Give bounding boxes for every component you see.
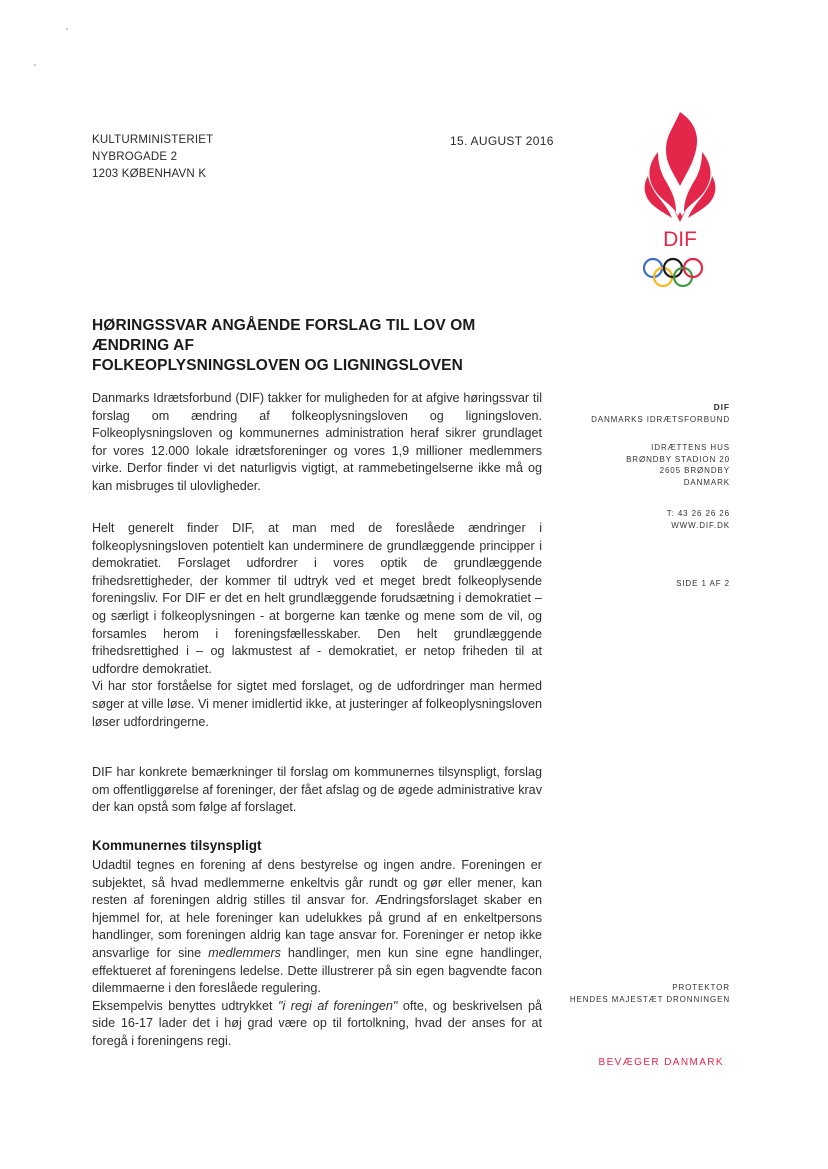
- address-line: BRØNDBY STADION 20: [626, 454, 730, 464]
- website-link[interactable]: WWW.DIF.DK: [671, 520, 730, 530]
- title-line: FOLKEOPLYSNINGSLOVEN OG LIGNINGSLOVEN: [92, 357, 463, 374]
- footer-slogan: BEVÆGER DANMARK: [598, 1057, 724, 1068]
- olympic-rings-icon: [644, 259, 702, 286]
- paragraph-intro: [92, 390, 542, 496]
- org-short: DIF: [713, 402, 730, 412]
- paragraph-text: Eksempelvis benyttes udtrykket "i regi af foreningen" ofte, og beskrivelsen på side 16-17 lader det i høj grad være op til fortolkning, hvad der anses for at foregå i foreningens regi.: [92, 998, 542, 1048]
- protector-label: PROTEKTOR: [672, 983, 730, 992]
- scan-speck: [66, 28, 68, 30]
- title-line: HØRINGSSVAR ANGÅENDE FORSLAG TIL LOV OM ÆNDRING AF: [92, 317, 476, 354]
- paragraph-text: Danmarks Idrætsforbund (DIF) takker for muligheden for at afgive høringssvar til forslag om ændring af folkeoplysningsloven og ligningsloven. Folkeoplysningsloven og kommunernes administration heraf sikrer grundlaget for vores 12.000 lokale idrætsforeninger og vores 1,9 millioner medlemmers virke. Derfor finder vi det naturligvis vigtigt, at rammebetingelserne ikke må og kan misbruges til ulovligheder.: [92, 391, 542, 493]
- address-line: 2605 BRØNDBY: [659, 466, 730, 475]
- recipient-line: 1203 KØBENHAVN K: [92, 168, 207, 180]
- sidebar-contact: [560, 508, 730, 531]
- paragraph-text: Helt generelt finder DIF, at man med de foreslåede ændringer i folkeoplysningsloven potentielt kan underminere de grundlæggende principper i demokratiet. Forslaget udfordrer i vores optik de grundlæggende frihedsrettigheder, der kommer til udtryk ved et meget bredt folkeoplysende foreningsliv. For DIF er det en helt grundlæggende forudsætning i demokratiet – og særligt i folkeoplysningen - at borgerne kan tænke og mene som de vil, og forsamles herom i foreningsfællesskaber. Den helt grundlæggende frihedsrettighed i – og lakmustest af - demokratiet, er netop friheden til at udfordre demokratiet.: [92, 521, 542, 676]
- recipient-address: [92, 132, 213, 183]
- scan-speck: [34, 64, 36, 66]
- recipient-line: KULTURMINISTERIET: [92, 134, 214, 146]
- paragraph-supervision: [92, 857, 542, 1051]
- section-heading: Kommunernes tilsynspligt: [92, 838, 262, 853]
- document-title: [92, 316, 552, 376]
- address-line: IDRÆTTENS HUS: [651, 443, 730, 452]
- recipient-line: NYBROGADE 2: [92, 151, 178, 163]
- phone: T: 43 26 26 26: [666, 509, 730, 518]
- org-full: DANMARKS IDRÆTSFORBUND: [591, 414, 730, 424]
- page-number: SIDE 1 AF 2: [676, 579, 730, 588]
- paragraph-democracy: [92, 520, 542, 731]
- protector-name: HENDES MAJESTÆT DRONNINGEN: [569, 994, 730, 1004]
- flame-icon: [636, 112, 720, 292]
- sidebar-org: [560, 402, 730, 425]
- address-line: DANMARK: [683, 477, 730, 487]
- dif-logo: [636, 112, 720, 292]
- letter-date: 15. AUGUST 2016: [450, 134, 554, 148]
- sidebar-protector: [560, 982, 730, 1005]
- paragraph-remarks: [92, 764, 542, 817]
- paragraph-text: Vi har stor forståelse for sigtet med forslaget, og de udfordringer man hermed søger at ville løse. Vi mener imidlertid ikke, at justeringer af folkeoplysningsloven løser udfordringerne.: [92, 679, 542, 729]
- paragraph-text: DIF har konkrete bemærkninger til forslag om kommunernes tilsynspligt, forslag om offentliggørelse af foreninger, der fået afslag og de øgede administrative krav der kan opstå som følge af forslaget.: [92, 765, 542, 815]
- logo-text: DIF: [663, 228, 697, 251]
- sidebar-address: [560, 442, 730, 488]
- paragraph-text: Udadtil tegnes en forening af dens bestyrelse og ingen andre. Foreningen er subjektet, så hvad medlemmerne enkeltvis går rundt og gør eller mener, kan resten af foreningen aldrig stilles til ansvar for. Ændringsforslaget skaber en hjemmel for, at hele foreninger kan udelukkes på grund af en enkeltpersons handlinger, som foreningen aldrig kan tage ansvar for. Foreninger er netop ikke ansvarlige for sine medlemmers handlinger, men kun sine egne handlinger, effektueret af foreningens ledelse. Dette illustrerer på sin egen bagvendte facon dilemmaerne i den foreslåede regulering.: [92, 858, 542, 996]
